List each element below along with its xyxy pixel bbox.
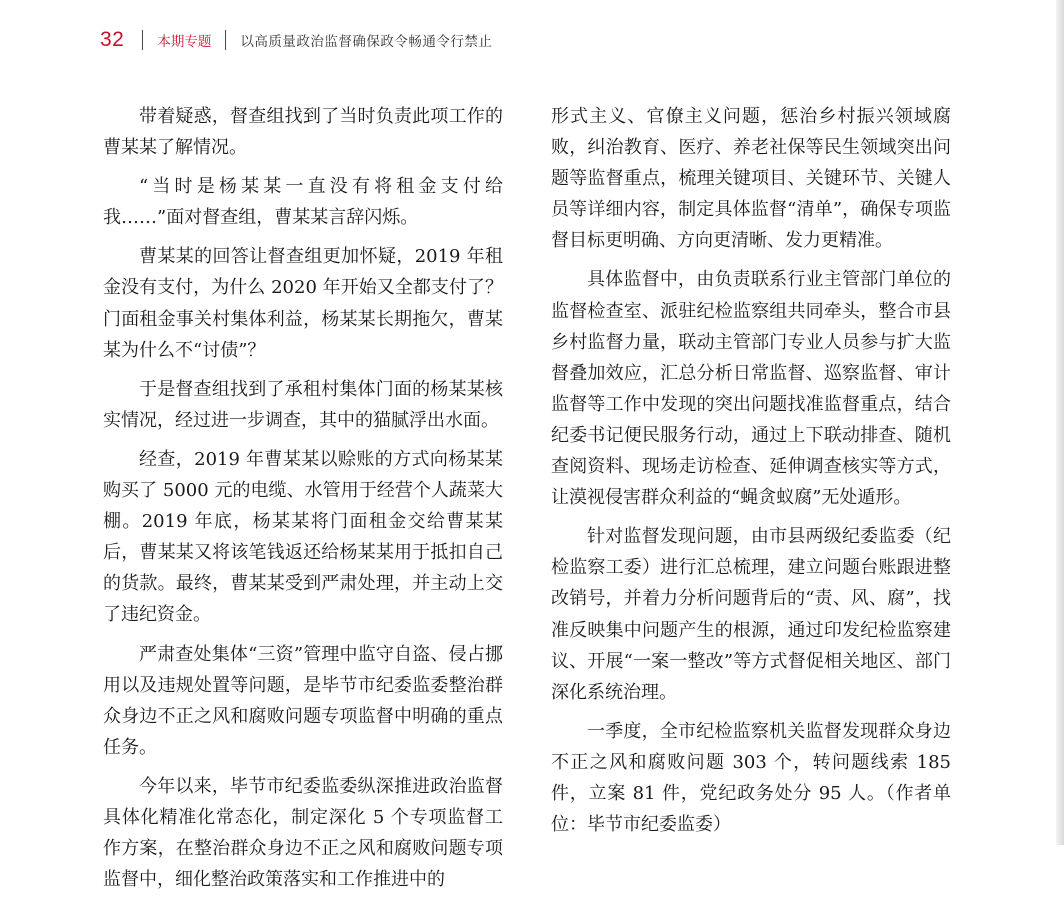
right-column bbox=[551, 101, 951, 848]
page-edge-shadow bbox=[1056, 0, 1064, 845]
paragraph: 具体监督中，由负责联系行业主管部门单位的监督检查室、派驻纪检监察组共同牵头，整合市县乡村监督力量，联动主管部门专业人员参与扩大监督叠加效应，汇总分析日常监督、巡察监督、审计监督等工作中发现的突出问题找准监督重点，结合纪委书记便民服务行动，通过上下联动排查、随机查阅资料、现场走访检查、延伸调查核实等方式，让漠视侵害群众利益的“蝇贪蚁腐”无处遁形。 bbox=[551, 269, 951, 509]
paragraph: 于是督查组找到了承租村集体门面的杨某某核实情况，经过进一步调查，其中的猫腻浮出水面。 bbox=[103, 378, 503, 431]
left-column bbox=[103, 101, 503, 903]
page-header bbox=[100, 26, 492, 54]
paragraph: 今年以来，毕节市纪委监委纵深推进政治监督具体化精准化常态化，制定深化 5 个专项监督工作方案，在整治群众身边不正之风和腐败问题专项监督中，细化整治政策落实和工作推进中的 bbox=[103, 775, 503, 891]
paragraph: 曹某某的回答让督查组更加怀疑，2019 年租金没有支付，为什么 2020 年开始又全都支付了？门面租金事关村集体利益，杨某某长期拖欠，曹某某为什么不“讨债”？ bbox=[103, 246, 503, 361]
paragraph: 一季度，全市纪检监察机关监督发现群众身边不正之风和腐败问题 303 个，转问题线索 185 件，立案 81 件，党纪政务处分 95 人。（作者单位：毕节市纪委监委） bbox=[551, 720, 951, 836]
paragraph: “当时是杨某某一直没有将租金支付给我……”面对督查组，曹某某言辞闪烁。 bbox=[103, 176, 503, 229]
page-number: 32 bbox=[100, 28, 125, 51]
running-title: 以高质量政治监督确保政令畅通令行禁止 bbox=[240, 34, 493, 50]
paragraph: 针对监督发现问题，由市县两级纪委监委（纪检监察工委）进行汇总梳理，建立问题台账跟进整改销号，并着力分析问题背后的“责、风、腐”，找准反映集中问题产生的根源，通过印发纪检监察建议、开展“一案一整改”等方式督促相关地区、部门深化系统治理。 bbox=[551, 526, 951, 703]
paragraph: 带着疑惑，督查组找到了当时负责此项工作的曹某某了解情况。 bbox=[103, 106, 503, 159]
continued-paragraph: 形式主义、官僚主义问题，惩治乡村振兴领域腐败，纠治教育、医疗、养老社保等民生领域突出问题等监督重点，梳理关键项目、关键环节、关键人员等详细内容，制定具体监督“清单”，确保专项监督目标更明确、方向更清晰、发力更精准。 bbox=[551, 106, 951, 252]
section-label: 本期专题 bbox=[157, 34, 212, 50]
header-divider bbox=[225, 30, 226, 50]
paragraph: 经查，2019 年曹某某以赊账的方式向杨某某购买了 5000 元的电缆、水管用于经营个人蔬菜大棚。2019 年底，杨某某将门面租金交给曹某某后，曹某某又将该笔钱返还给杨某某用于抵扣自己的货款。最终，曹某某受到严肃处理，并主动上交了违纪资金。 bbox=[103, 448, 503, 626]
paragraph: 严肃查处集体“三资”管理中监守自盗、侵占挪用以及违规处置等问题，是毕节市纪委监委整治群众身边不正之风和腐败问题专项监督中明确的重点任务。 bbox=[103, 643, 503, 758]
header-divider bbox=[142, 30, 143, 50]
